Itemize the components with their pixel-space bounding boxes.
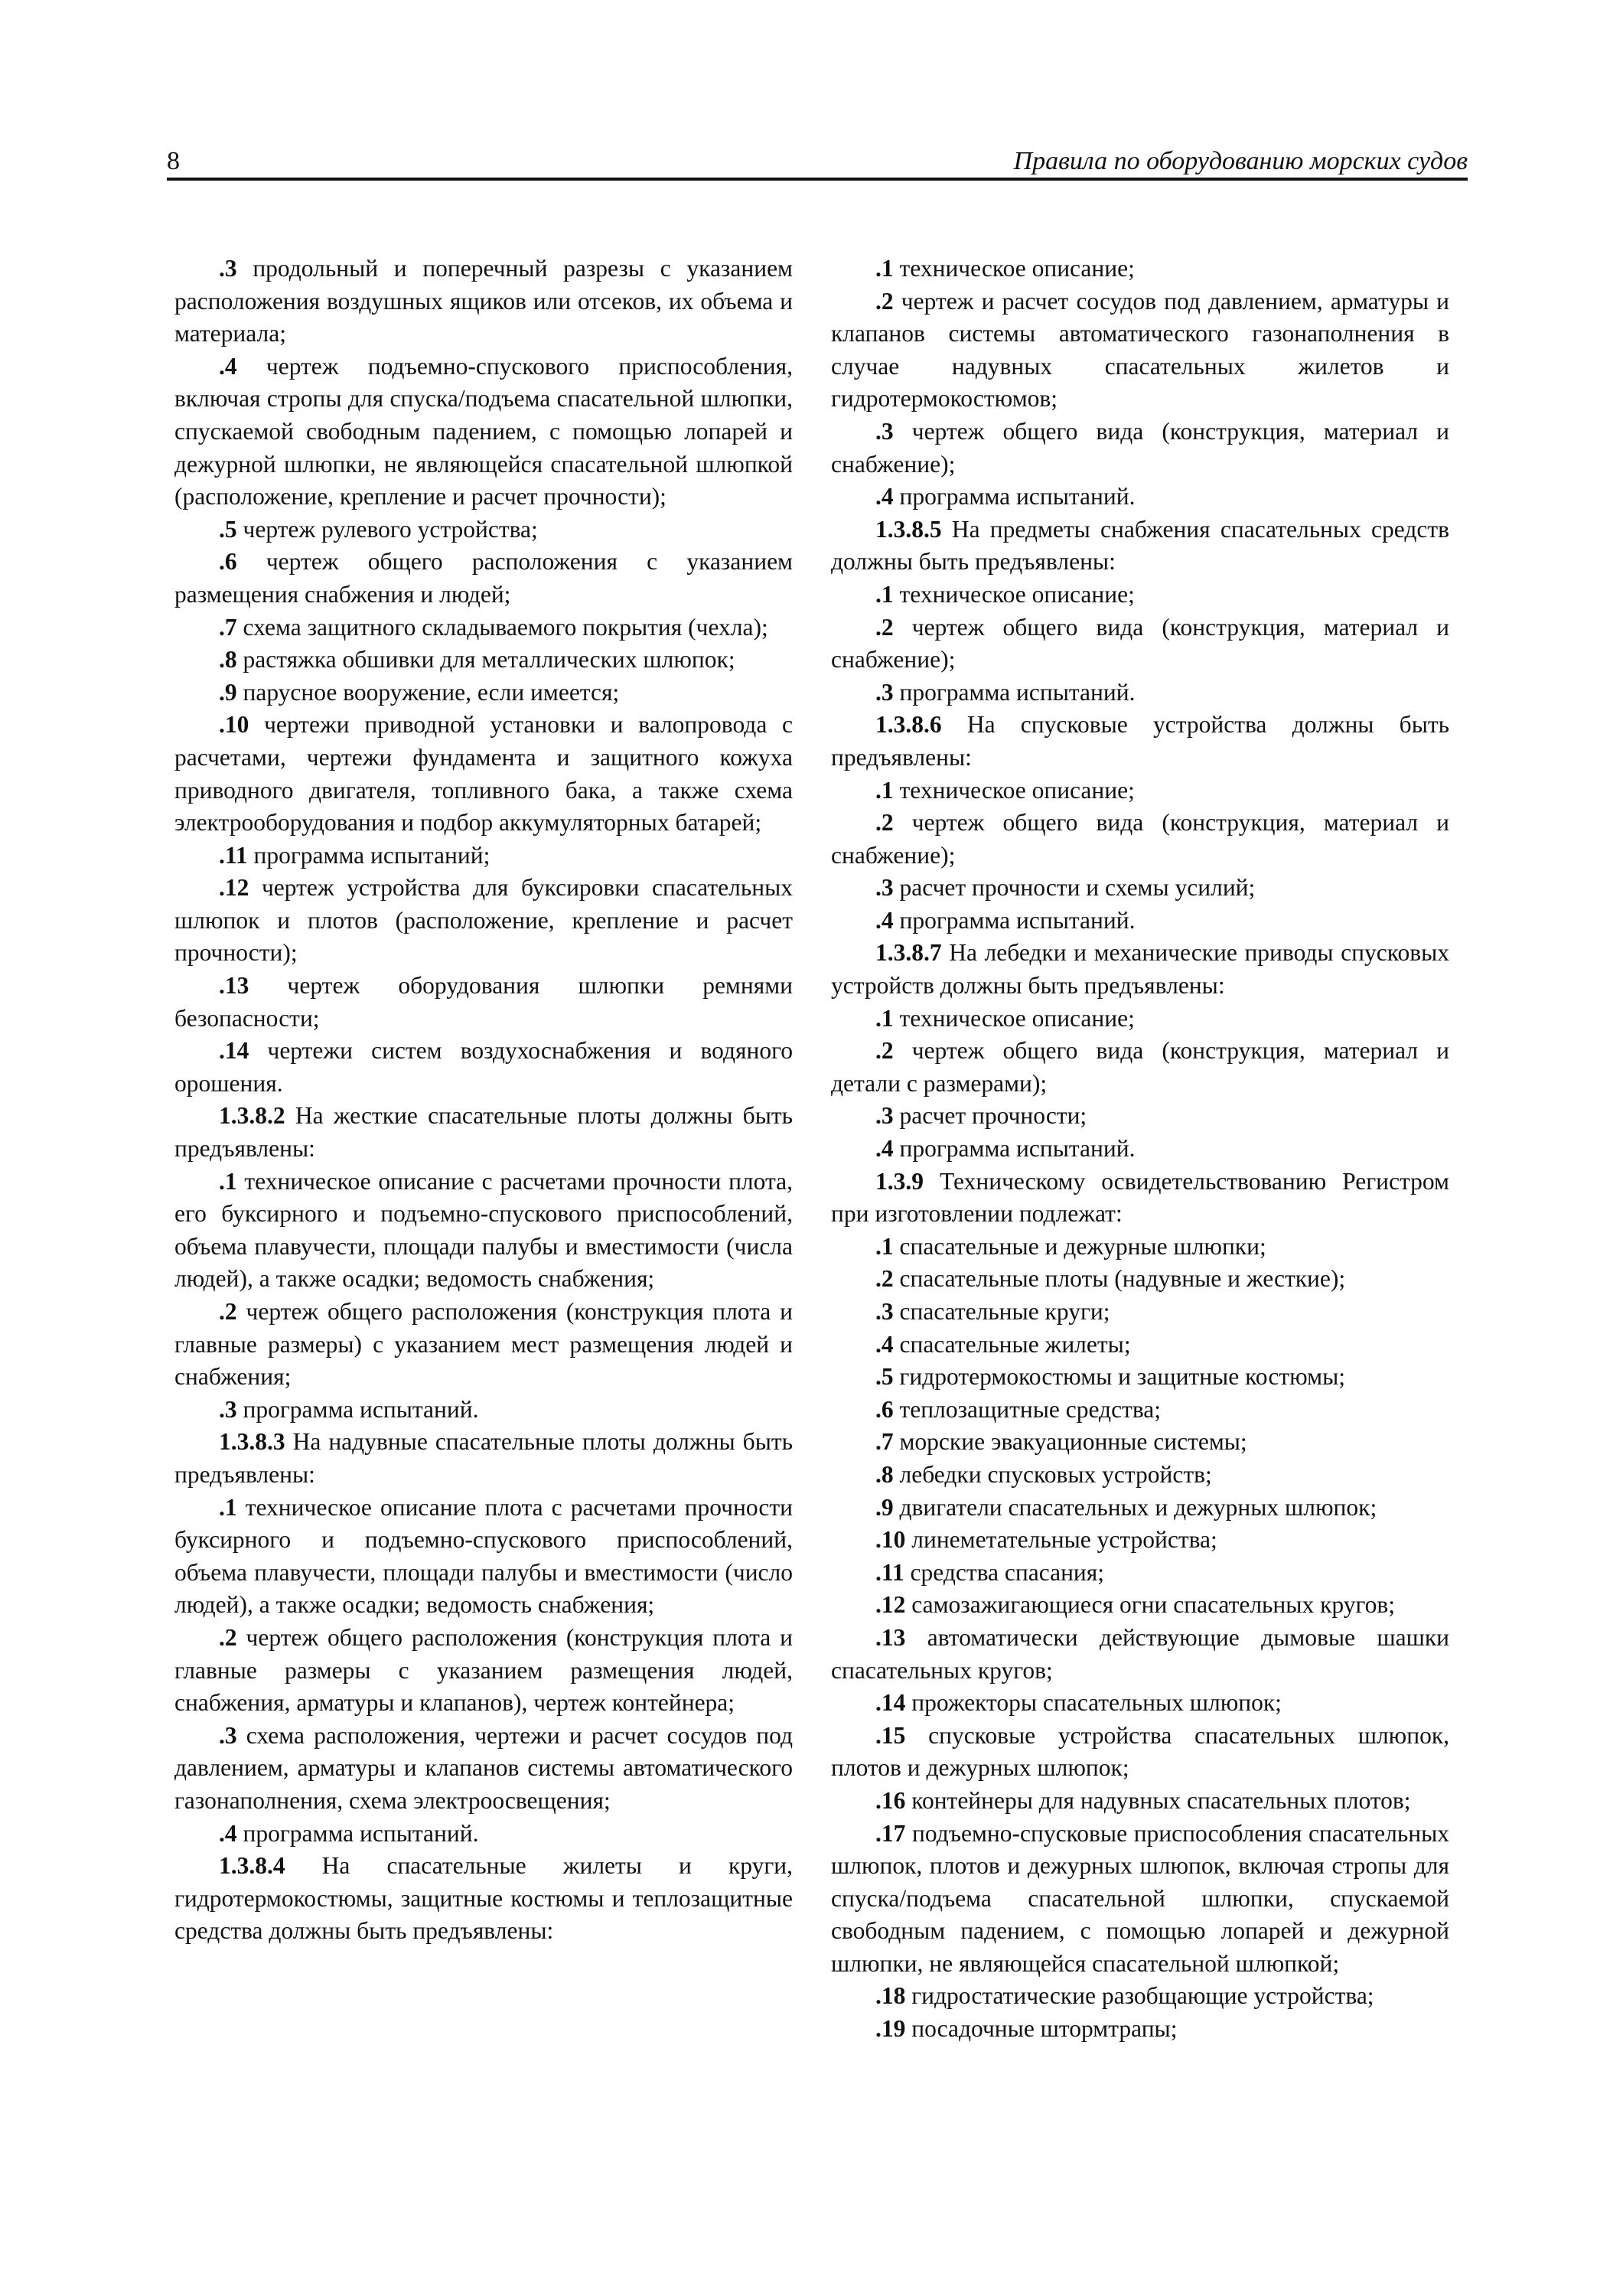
item-number: .18 bbox=[875, 1982, 906, 2010]
item-text: программа испытаний. bbox=[893, 678, 1136, 706]
item-number: .1 bbox=[875, 580, 894, 608]
paragraph-item bbox=[831, 1687, 1449, 1720]
item-text: программа испытаний. bbox=[893, 906, 1136, 934]
item-number: .2 bbox=[219, 1298, 237, 1325]
item-number: .10 bbox=[219, 711, 249, 739]
item-text: автоматически действующие дымовые шашки спасательных кругов; bbox=[831, 1623, 1449, 1684]
item-number: .13 bbox=[875, 1623, 906, 1651]
paragraph-item bbox=[831, 1035, 1449, 1100]
item-text: техническое описание; bbox=[893, 776, 1135, 804]
item-text: самозажигающиеся огни спасательных кругов; bbox=[905, 1591, 1395, 1619]
item-text: схема защитного складываемого покрытия (чехла); bbox=[236, 613, 768, 641]
paragraph-item bbox=[174, 970, 793, 1035]
paragraph-item bbox=[831, 285, 1449, 416]
paragraph-item bbox=[831, 579, 1449, 612]
paragraph-item bbox=[831, 1524, 1449, 1557]
item-number: .9 bbox=[219, 678, 237, 706]
item-number: .3 bbox=[875, 1102, 894, 1130]
item-text: На жесткие спасательные плоты должны быть предъявлены: bbox=[174, 1102, 793, 1163]
item-text: На предметы снабжения спасательных средств должны быть предъявлены: bbox=[831, 515, 1449, 576]
item-text: посадочные штормтрапы; bbox=[905, 2015, 1178, 2043]
item-number: .4 bbox=[219, 352, 237, 380]
paragraph-item bbox=[174, 1296, 793, 1394]
item-number: .1 bbox=[875, 1232, 894, 1260]
item-number: .4 bbox=[875, 1330, 894, 1358]
item-number: .19 bbox=[875, 2015, 906, 2043]
item-number: .13 bbox=[219, 972, 249, 1000]
item-text: расчет прочности; bbox=[893, 1102, 1087, 1130]
item-number: .10 bbox=[875, 1526, 906, 1554]
item-text: чертеж общего вида (конструкция, материал и снабжение); bbox=[831, 809, 1449, 869]
paragraph-item bbox=[831, 416, 1449, 481]
item-text: подъемно-спусковые приспособления спасательных шлюпок, плотов и дежурных шлюпок, включая стропы для спуска/подъема спасательной шлюпки, спускаемой свободным падением, с помощью лопарей и дежурной шлюпки, не являющейся спасательной шлюпкой; bbox=[831, 1819, 1449, 1977]
item-text: чертежи систем воздухоснабжения и водяного орошения. bbox=[174, 1037, 793, 1097]
paragraph-item bbox=[831, 2013, 1449, 2046]
paragraph-item bbox=[831, 1492, 1449, 1525]
item-number: .15 bbox=[875, 1721, 906, 1749]
paragraph-item bbox=[831, 612, 1449, 677]
paragraph-item bbox=[174, 1622, 793, 1720]
paragraph-item bbox=[174, 709, 793, 839]
item-text: чертеж и расчет сосудов под давлением, арматуры и клапанов системы автоматического газонаполнения в случае надувных спасательных жилетов и гидротермокостюмов; bbox=[831, 287, 1449, 413]
item-text: спасательные жилеты; bbox=[893, 1330, 1131, 1358]
item-number: .4 bbox=[219, 1819, 237, 1847]
item-number: .3 bbox=[875, 678, 894, 706]
item-number: .6 bbox=[219, 548, 237, 576]
item-number: .1 bbox=[219, 1167, 237, 1195]
item-text: расчет прочности и схемы усилий; bbox=[893, 874, 1256, 902]
item-number: .4 bbox=[875, 906, 894, 934]
item-number: .4 bbox=[875, 1135, 894, 1163]
item-number: .3 bbox=[875, 874, 894, 902]
item-number: .5 bbox=[219, 515, 237, 543]
item-text: парусное вооружение, если имеется; bbox=[236, 678, 620, 706]
item-text: На надувные спасательные плоты должны быть предъявлены: bbox=[174, 1428, 793, 1488]
paragraph-item bbox=[174, 612, 793, 644]
item-text: спасательные плоты (надувные и жесткие); bbox=[893, 1265, 1346, 1293]
paragraph-item bbox=[831, 1589, 1449, 1622]
paragraph-item bbox=[174, 351, 793, 514]
item-number: .1 bbox=[875, 255, 894, 282]
item-text: чертеж общего вида (конструкция, материал и снабжение); bbox=[831, 417, 1449, 478]
item-text: гидротермокостюмы и защитные костюмы; bbox=[893, 1363, 1346, 1391]
paragraph-item bbox=[831, 1231, 1449, 1264]
item-text: чертеж общего расположения (конструкция плота и главные размеры с указанием размещения людей, снабжения, арматуры и клапанов), чертеж контейнера; bbox=[174, 1623, 793, 1717]
header-rule bbox=[167, 178, 1468, 181]
item-text: чертеж общего расположения с указанием размещения снабжения и людей; bbox=[174, 548, 793, 608]
running-title: Правила по оборудованию морских судов bbox=[1013, 147, 1468, 175]
item-number: 1.3.8.3 bbox=[219, 1428, 285, 1456]
item-text: чертеж общего расположения (конструкция плота и главные размеры) с указанием мест размещения людей и снабжения; bbox=[174, 1298, 793, 1391]
paragraph-item bbox=[174, 514, 793, 546]
item-text: техническое описание; bbox=[893, 1004, 1135, 1032]
paragraph-item bbox=[174, 1035, 793, 1100]
paragraph-item bbox=[831, 1166, 1449, 1231]
item-number: .3 bbox=[875, 417, 894, 445]
item-number: .8 bbox=[219, 646, 237, 673]
paragraph-item bbox=[831, 1980, 1449, 2013]
item-number: .2 bbox=[875, 809, 894, 837]
paragraph-item bbox=[831, 1557, 1449, 1590]
item-number: .16 bbox=[875, 1786, 906, 1814]
paragraph-item bbox=[831, 1361, 1449, 1394]
item-text: двигатели спасательных и дежурных шлюпок; bbox=[893, 1493, 1377, 1521]
item-text: техническое описание; bbox=[893, 580, 1135, 608]
item-number: .17 bbox=[875, 1819, 906, 1847]
running-header bbox=[167, 144, 1468, 179]
item-number: .1 bbox=[875, 1004, 894, 1032]
item-number: .9 bbox=[875, 1493, 894, 1521]
item-number: .2 bbox=[875, 613, 894, 641]
item-number: .3 bbox=[875, 1298, 894, 1325]
item-number: .2 bbox=[875, 1265, 894, 1293]
paragraph-item bbox=[831, 1100, 1449, 1133]
paragraph-item bbox=[831, 872, 1449, 905]
item-number: .14 bbox=[875, 1689, 906, 1717]
item-text: растяжка обшивки для металлических шлюпок; bbox=[236, 646, 735, 673]
paragraph-item bbox=[831, 253, 1449, 285]
item-text: На спасательные жилеты и круги, гидротермокостюмы, защитные костюмы и теплозащитные средства должны быть предъявлены: bbox=[174, 1852, 793, 1945]
item-text: техническое описание; bbox=[893, 255, 1135, 282]
item-number: 1.3.8.6 bbox=[875, 711, 942, 739]
item-number: .3 bbox=[219, 1721, 237, 1749]
item-number: 1.3.8.7 bbox=[875, 939, 942, 967]
paragraph-item bbox=[831, 1459, 1449, 1492]
paragraph-item bbox=[831, 937, 1449, 1002]
item-number: .7 bbox=[219, 613, 237, 641]
item-text: На лебедки и механические приводы спусковых устройств должны быть предъявлены: bbox=[831, 939, 1449, 1000]
item-text: спусковые устройства спасательных шлюпок, плотов и дежурных шлюпок; bbox=[831, 1721, 1449, 1782]
item-text: контейнеры для надувных спасательных плотов; bbox=[905, 1786, 1411, 1814]
paragraph-item bbox=[831, 1329, 1449, 1362]
paragraph-item bbox=[831, 1394, 1449, 1427]
paragraph-item bbox=[831, 1263, 1449, 1296]
item-number: .14 bbox=[219, 1037, 249, 1065]
paragraph-item bbox=[174, 677, 793, 709]
paragraph-item bbox=[174, 840, 793, 872]
item-text: гидростатические разобщающие устройства; bbox=[905, 1982, 1374, 2010]
paragraph-item bbox=[174, 253, 793, 351]
paragraph-item bbox=[831, 1003, 1449, 1035]
item-text: чертеж оборудования шлюпки ремнями безопасности; bbox=[174, 972, 793, 1032]
item-number: .11 bbox=[875, 1558, 904, 1586]
paragraph-item bbox=[831, 709, 1449, 774]
item-number: .2 bbox=[875, 1037, 894, 1065]
item-text: прожекторы спасательных шлюпок; bbox=[905, 1689, 1282, 1717]
paragraph-item bbox=[174, 872, 793, 970]
item-text: средства спасания; bbox=[904, 1558, 1105, 1586]
item-number: .4 bbox=[875, 483, 894, 510]
item-text: программа испытаний; bbox=[247, 841, 490, 869]
item-text: чертеж общего вида (конструкция, материал и снабжение); bbox=[831, 613, 1449, 673]
item-number: .2 bbox=[875, 287, 894, 315]
item-number: 1.3.8.4 bbox=[219, 1852, 285, 1880]
item-text: чертеж общего вида (конструкция, материал и детали с размерами); bbox=[831, 1037, 1449, 1097]
paragraph-item bbox=[831, 775, 1449, 807]
item-number: 1.3.9 bbox=[875, 1167, 924, 1195]
paragraph-item bbox=[174, 1426, 793, 1491]
paragraph-item bbox=[831, 1426, 1449, 1459]
paragraph-item bbox=[831, 1785, 1449, 1818]
paragraph-item bbox=[174, 1850, 793, 1948]
item-text: программа испытаний. bbox=[236, 1395, 479, 1423]
item-number: .12 bbox=[875, 1591, 906, 1619]
item-text: техническое описание плота с расчетами прочности буксирного и подъемно-спускового приспособлений, объема плавучести, площади палубы и вместимости (число людей), а также осадки; ведомость снабжения; bbox=[174, 1493, 793, 1619]
item-number: .12 bbox=[219, 874, 249, 902]
item-text: программа испытаний. bbox=[236, 1819, 479, 1847]
paragraph-item bbox=[831, 807, 1449, 872]
paragraph-item bbox=[831, 1720, 1449, 1785]
item-number: .1 bbox=[219, 1493, 237, 1521]
item-text: программа испытаний. bbox=[893, 1135, 1136, 1163]
item-text: морские эвакуационные системы; bbox=[893, 1428, 1247, 1456]
item-number: .5 bbox=[875, 1363, 894, 1391]
item-text: техническое описание с расчетами прочности плота, его буксирного и подъемно-спускового приспособлений, объема плавучести, площади палубы и вместимости (числа людей), а также осадки; ведомость снабжения; bbox=[174, 1167, 793, 1293]
paragraph-item bbox=[831, 1622, 1449, 1687]
paragraph-item bbox=[174, 546, 793, 611]
paragraph-item bbox=[174, 1818, 793, 1851]
item-text: продольный и поперечный разрезы с указанием расположения воздушных ящиков или отсеков, их объема и материала; bbox=[174, 255, 793, 347]
paragraph-item bbox=[831, 1296, 1449, 1329]
item-number: .11 bbox=[219, 841, 248, 869]
paragraph-item bbox=[174, 644, 793, 677]
paragraph-item bbox=[174, 1492, 793, 1622]
item-text: чертеж устройства для буксировки спасательных шлюпок и плотов (расположение, крепление и расчет прочности); bbox=[174, 874, 793, 967]
paragraph-item bbox=[831, 905, 1449, 938]
paragraph-item bbox=[174, 1100, 793, 1165]
item-text: спасательные круги; bbox=[893, 1298, 1110, 1325]
paragraph-item bbox=[831, 1818, 1449, 1981]
item-number: 1.3.8.2 bbox=[219, 1102, 285, 1130]
item-text: схема расположения, чертежи и расчет сосудов под давлением, арматуры и клапанов системы автоматического газонаполнения, схема электроосвещения; bbox=[174, 1721, 793, 1814]
page-number: 8 bbox=[167, 147, 180, 175]
paragraph-item bbox=[831, 481, 1449, 514]
item-text: чертеж подъемно-спускового приспособления, включая стропы для спуска/подъема спасательной шлюпки, спускаемой свободным падением, с помощью лопарей и дежурной шлюпки, не являющейся спасательной шлюпкой (расположение, крепление и расчет прочности); bbox=[174, 352, 793, 510]
item-text: На спусковые устройства должны быть предъявлены: bbox=[831, 711, 1449, 771]
paragraph-item bbox=[174, 1394, 793, 1427]
item-text: чертеж рулевого устройства; bbox=[236, 515, 538, 543]
item-text: Техническому освидетельствованию Регистром при изготовлении подлежат: bbox=[831, 1167, 1449, 1228]
paragraph-item bbox=[831, 1133, 1449, 1166]
item-number: .3 bbox=[219, 255, 237, 282]
item-number: 1.3.8.5 bbox=[875, 515, 942, 543]
item-number: .8 bbox=[875, 1460, 894, 1488]
paragraph-item bbox=[831, 677, 1449, 709]
paragraph-item bbox=[174, 1720, 793, 1818]
item-number: .3 bbox=[219, 1395, 237, 1423]
item-text: чертежи приводной установки и валопровода с расчетами, чертежи фундамента и защитного кожуха приводного двигателя, топливного бака, а также схема электрооборудования и подбор аккумуляторных батарей; bbox=[174, 711, 793, 837]
right-column bbox=[831, 253, 1449, 2046]
item-number: .1 bbox=[875, 776, 894, 804]
item-text: теплозащитные средства; bbox=[893, 1395, 1162, 1423]
item-text: линеметательные устройства; bbox=[905, 1526, 1217, 1554]
item-number: .6 bbox=[875, 1395, 894, 1423]
paragraph-item bbox=[174, 1166, 793, 1296]
item-text: программа испытаний. bbox=[893, 483, 1136, 510]
item-text: спасательные и дежурные шлюпки; bbox=[893, 1232, 1266, 1260]
item-text: лебедки спусковых устройств; bbox=[893, 1460, 1212, 1488]
item-number: .2 bbox=[219, 1623, 237, 1651]
paragraph-item bbox=[831, 514, 1449, 579]
left-column bbox=[174, 253, 793, 1948]
item-number: .7 bbox=[875, 1428, 894, 1456]
